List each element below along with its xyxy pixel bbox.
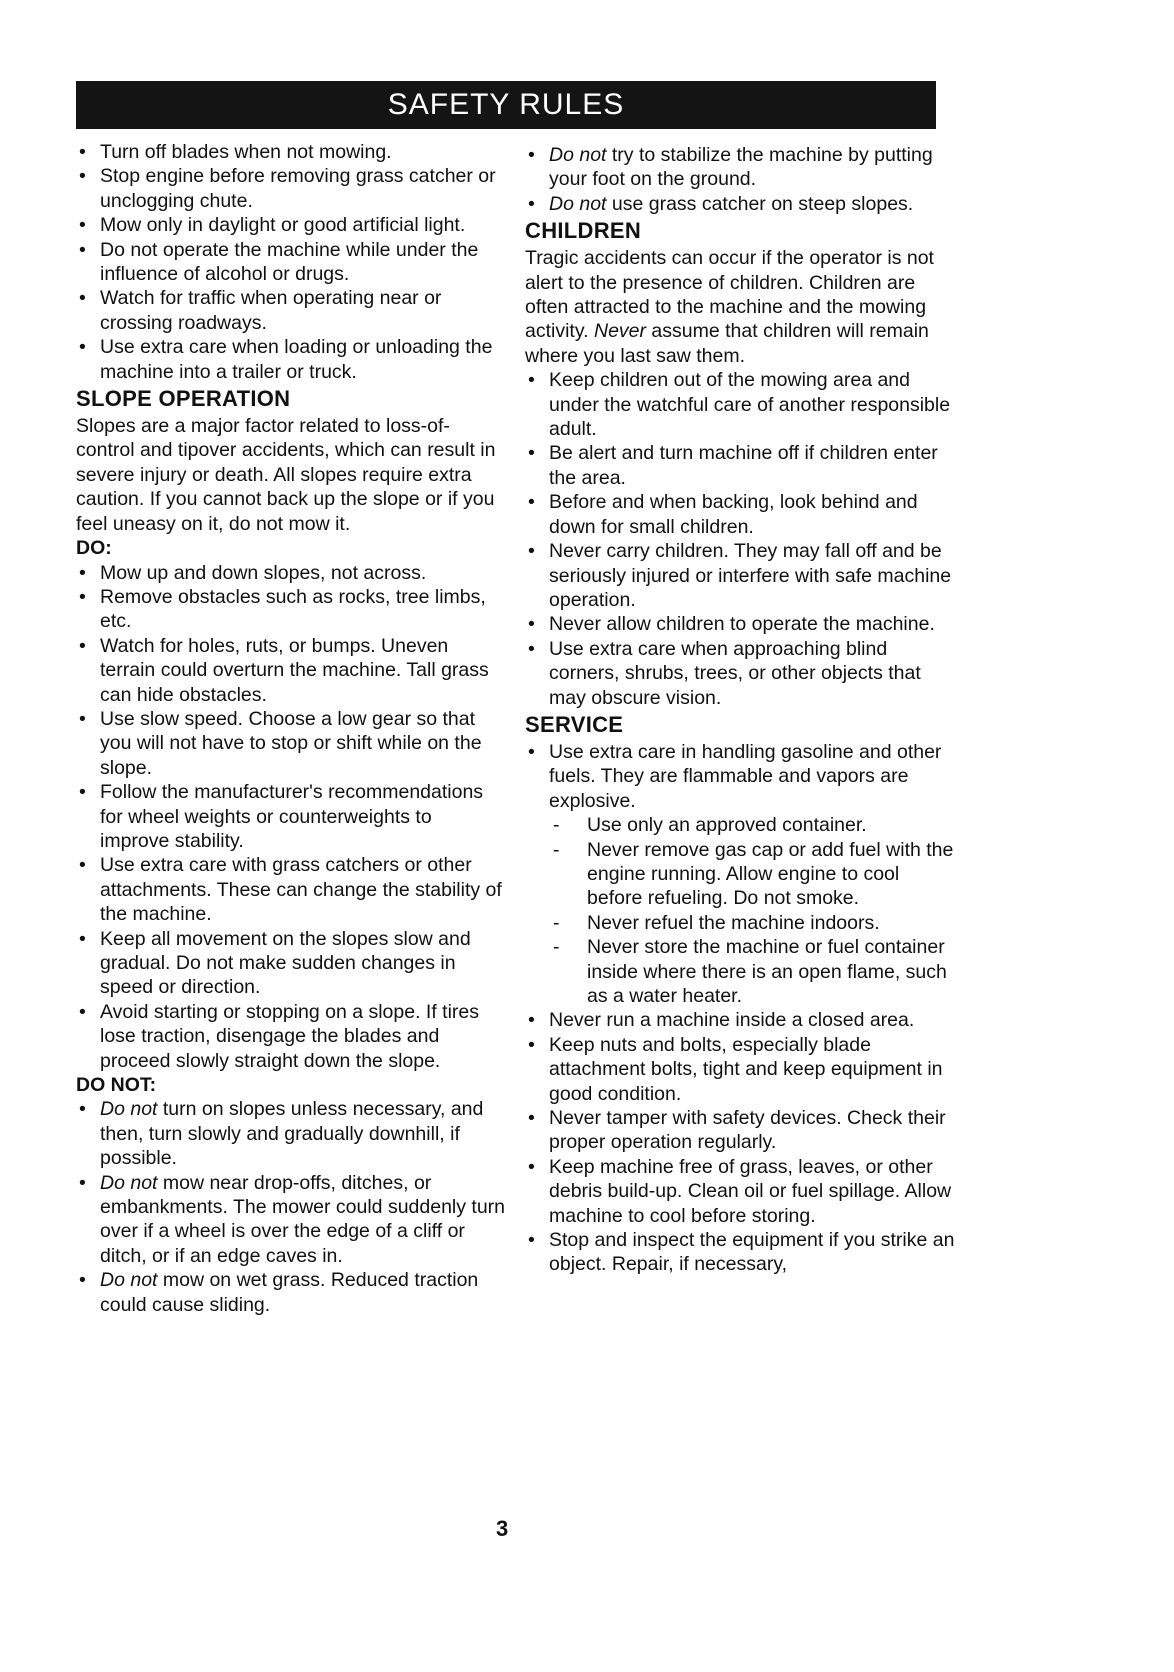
fuel-sublist bbox=[549, 813, 955, 1008]
list-item: • Never carry children. They may fall off and be seriously injured or interfere with safe machine operation. bbox=[525, 539, 955, 612]
page-title: SAFETY RULES bbox=[387, 88, 625, 121]
list-item-text: mow on wet grass. Reduced traction could cause sliding. bbox=[100, 1269, 479, 1316]
list-item bbox=[525, 143, 955, 192]
service-heading: SERVICE bbox=[525, 711, 624, 737]
sub-list-item: - Never remove gas cap or add fuel with the engine running. Allow engine to cool before refueling. Do not smoke. bbox=[549, 838, 955, 911]
list-item: • Never tamper with safety devices. Check their proper operation regularly. bbox=[525, 1106, 955, 1155]
slope-operation-heading: SLOPE OPERATION bbox=[76, 386, 291, 412]
list-item: • Before and when backing, look behind and down for small children. bbox=[525, 490, 955, 539]
list-item: • Remove obstacles such as rocks, tree limbs, etc. bbox=[76, 585, 506, 634]
do-list bbox=[76, 561, 506, 1074]
left-column bbox=[76, 140, 506, 1317]
list-item: • Avoid starting or stopping on a slope. If tires lose traction, disengage the blades and proceed slowly straight down the slope. bbox=[76, 1000, 506, 1073]
list-item: • Watch for traffic when operating near or crossing roadways. bbox=[76, 286, 506, 335]
list-item: • Use slow speed. Choose a low gear so that you will not have to stop or shift while on the slope. bbox=[76, 707, 506, 780]
list-item: • Keep machine free of grass, leaves, or other debris build-up. Clean oil or fuel spillage. Allow machine to cool before storing. bbox=[525, 1155, 955, 1228]
right-column bbox=[525, 143, 955, 1277]
emphasis: Do not bbox=[549, 192, 607, 215]
do-heading: DO: bbox=[76, 537, 112, 560]
emphasis: Never bbox=[593, 320, 647, 343]
list-item-text: use grass catcher on steep slopes. bbox=[606, 192, 914, 215]
sub-list-item: - Never store the machine or fuel container inside where there is an open flame, such as a water heater. bbox=[549, 935, 955, 1008]
list-item: • Use extra care when loading or unloading the machine into a trailer or truck. bbox=[76, 335, 506, 384]
list-item: • Use extra care in handling gasoline and other fuels. They are flammable and vapors are explosive. bbox=[525, 740, 955, 813]
do-not-continued-list bbox=[525, 143, 955, 216]
safety-rules-banner bbox=[76, 81, 936, 129]
list-item: • Keep nuts and bolts, especially blade attachment bolts, tight and keep equipment in good condition. bbox=[525, 1033, 955, 1106]
sub-list-item: - Never refuel the machine indoors. bbox=[549, 911, 955, 935]
list-item: • Keep children out of the mowing area and under the watchful care of another responsible adult. bbox=[525, 368, 955, 441]
service-list-more bbox=[525, 1008, 955, 1276]
do-not-list bbox=[76, 1097, 506, 1317]
page-number: 3 bbox=[496, 1516, 509, 1541]
list-item-text: mow near drop-offs, ditches, or embankments. The mower could suddenly turn over if a wheel is over the edge of a cliff or ditch, or if an edge caves in. bbox=[100, 1171, 506, 1267]
emphasis: Do not bbox=[549, 144, 607, 166]
slope-operation-paragraph: Slopes are a major factor related to loss-of-control and tipover accidents, which can result in severe injury or death. All slopes require extra caution. If you cannot back up the slope or if you feel uneasy on it, do not mow it. bbox=[76, 415, 496, 535]
list-item: • Keep all movement on the slopes slow and gradual. Do not make sudden changes in speed or direction. bbox=[76, 927, 506, 1000]
emphasis: Do not bbox=[100, 1269, 158, 1292]
list-item: • Do not operate the machine while under the influence of alcohol or drugs. bbox=[76, 238, 506, 287]
list-item: • Use extra care with grass catchers or other attachments. These can change the stability of the machine. bbox=[76, 853, 506, 926]
children-list bbox=[525, 368, 955, 710]
service-list bbox=[525, 740, 955, 813]
children-heading: CHILDREN bbox=[525, 218, 642, 244]
list-item: • Mow only in daylight or good artificial light. bbox=[76, 213, 506, 237]
general-rules-list bbox=[76, 140, 506, 384]
list-item: • Never allow children to operate the machine. bbox=[525, 612, 955, 636]
emphasis: Do not bbox=[100, 1171, 158, 1194]
list-item-text: try to stabilize the machine by putting your foot on the ground. bbox=[549, 144, 933, 191]
list-item bbox=[76, 1171, 506, 1269]
children-paragraph bbox=[525, 246, 955, 368]
list-item: • Stop engine before removing grass catcher or unclogging chute. bbox=[76, 164, 506, 213]
list-item: • Watch for holes, ruts, or bumps. Uneven terrain could overturn the machine. Tall grass can hide obstacles. bbox=[76, 634, 506, 707]
list-item: • Never run a machine inside a closed area. bbox=[525, 1008, 955, 1032]
paragraph-text: Tragic accidents can occur if the operator is not alert to the presence of children. Children are often attracted to the machine and the mowing activity. bbox=[525, 247, 934, 343]
list-item bbox=[76, 1097, 506, 1170]
list-item: • Mow up and down slopes, not across. bbox=[76, 561, 506, 585]
list-item bbox=[525, 192, 955, 216]
list-item bbox=[76, 1268, 506, 1317]
list-item: • Be alert and turn machine off if children enter the area. bbox=[525, 441, 955, 490]
list-item-text: turn on slopes unless necessary, and then, turn slowly and gradually downhill, if possible. bbox=[100, 1098, 484, 1170]
emphasis: Do not bbox=[100, 1098, 158, 1121]
paragraph-text: assume that children will remain where you last saw them. bbox=[525, 320, 929, 367]
list-item: • Turn off blades when not mowing. bbox=[76, 140, 506, 164]
list-item: • Follow the manufacturer's recommendations for wheel weights or counterweights to improve stability. bbox=[76, 780, 506, 853]
list-item: • Stop and inspect the equipment if you strike an object. Repair, if necessary, bbox=[525, 1228, 955, 1277]
list-item: • Use extra care when approaching blind corners, shrubs, trees, or other objects that may obscure vision. bbox=[525, 637, 955, 710]
sub-list-item: - Use only an approved container. bbox=[549, 813, 955, 837]
do-not-heading: DO NOT: bbox=[76, 1074, 157, 1097]
